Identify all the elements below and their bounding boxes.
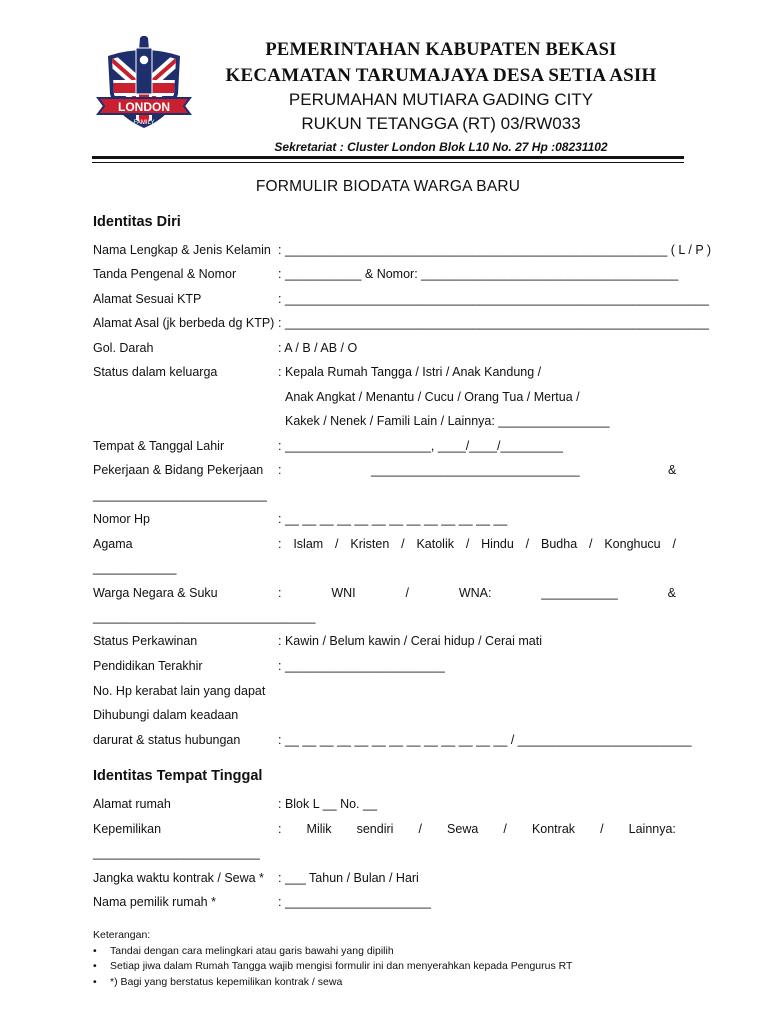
field-colon: : xyxy=(278,537,282,551)
option-separator: / xyxy=(600,822,604,836)
field-blank[interactable]: ________________________ xyxy=(93,846,260,860)
field-blank[interactable]: : _____________________________________________________________ xyxy=(278,316,710,330)
field-ampersand: & xyxy=(667,586,676,600)
field-label: Alamat Sesuai KTP xyxy=(93,292,202,306)
field-label: Pekerjaan & Bidang Pekerjaan xyxy=(93,463,264,477)
field-colon: : xyxy=(278,586,282,600)
list-item: • Setiap jiwa dalam Rumah Tangga wajib mengisi formulir ini dan menyerahkan kepada Pengurus RT xyxy=(93,959,572,975)
option-sendiri[interactable]: sendiri xyxy=(356,822,394,836)
letterhead-line-4: RUKUN TETANGGA (RT) 03/RW033 xyxy=(301,114,581,133)
notes-list xyxy=(93,944,572,991)
field-blank[interactable]: _________________________ xyxy=(93,488,267,502)
option-konghucu[interactable]: Konghucu xyxy=(604,537,661,551)
field-blank[interactable]: ________________________________ xyxy=(93,610,316,624)
field-blank[interactable]: : _______________________________________________________ ( L / P ) xyxy=(278,243,712,257)
field-label: Dihubungi dalam keadaan xyxy=(93,708,239,722)
option-islam[interactable]: Islam xyxy=(293,537,324,551)
kepemilikan-options[interactable] xyxy=(278,821,676,838)
option-separator: / xyxy=(465,537,470,551)
field-label: Warga Negara & Suku xyxy=(93,586,218,600)
option-separator: / xyxy=(418,822,422,836)
field-ampersand: & xyxy=(668,463,677,477)
field-label: Kepemilikan xyxy=(93,822,162,836)
list-item: • *) Bagi yang berstatus kepemilikan kontrak / sewa xyxy=(93,975,572,991)
option-lainnya[interactable]: Lainnya: xyxy=(628,822,676,836)
field-blank[interactable]: : ___ Tahun / Bulan / Hari xyxy=(278,871,419,885)
field-label: Alamat Asal (jk berbeda dg KTP) xyxy=(93,316,275,330)
field-label: Tempat & Tanggal Lahir xyxy=(93,439,225,453)
london-family-logo xyxy=(96,36,192,142)
field-blank[interactable]: : Blok L __ No. __ xyxy=(278,797,377,811)
field-blank[interactable]: : __ __ __ __ __ __ __ __ __ __ __ __ __ / _________________________ xyxy=(278,733,692,747)
letterhead-line-1: PEMERINTAHAN KABUPATEN BEKASI xyxy=(265,40,617,60)
option-separator: / xyxy=(525,537,530,551)
option-kontrak[interactable]: Kontrak xyxy=(531,822,576,836)
form-title: FORMULIR BIODATA WARGA BARU xyxy=(255,178,521,195)
section-heading-residence: Identitas Tempat Tinggal xyxy=(93,768,263,784)
option-budha[interactable]: Budha xyxy=(541,537,578,551)
field-label: Jangka waktu kontrak / Sewa * xyxy=(93,871,264,885)
field-label: Status Perkawinan xyxy=(93,634,198,648)
field-label: Status dalam keluarga xyxy=(93,365,218,379)
field-colon: : xyxy=(278,822,282,836)
letterhead-line-3: PERUMAHAN MUTIARA GADING CITY xyxy=(288,90,594,109)
field-blank[interactable]: : ___________ & Nomor: _____________________________________ xyxy=(278,267,679,281)
field-options[interactable]: : Kawin / Belum kawin / Cerai hidup / Cerai mati xyxy=(278,634,542,648)
logo-banner-text: LONDON xyxy=(118,100,170,114)
field-label: Agama xyxy=(93,537,133,551)
field-label: Nama pemilik rumah * xyxy=(93,895,216,909)
letterhead xyxy=(190,38,692,156)
field-blank[interactable]: : _____________________ xyxy=(278,895,431,909)
field-colon: : xyxy=(278,463,282,477)
field-blank[interactable]: : __ __ __ __ __ __ __ __ __ __ __ __ __ xyxy=(278,512,508,526)
option-katolik[interactable]: Katolik xyxy=(416,537,454,551)
option-separator: / xyxy=(401,537,405,551)
option-sewa[interactable]: Sewa xyxy=(447,822,479,836)
field-blank[interactable]: : _____________________, ____/____/_________ xyxy=(278,439,564,453)
option-wna[interactable]: WNA: xyxy=(458,586,492,600)
letterhead-secretariat: Sekretariat : Cluster London Blok L10 No. 27 Hp :08231102 xyxy=(274,140,608,154)
field-blank[interactable]: ____________ xyxy=(93,561,177,575)
field-options-line-1[interactable]: : Kepala Rumah Tangga / Istri / Anak Kandung / xyxy=(278,365,542,379)
list-item: • Tandai dengan cara melingkari atau garis bawahi yang dipilih xyxy=(93,944,572,960)
field-blank[interactable]: : _______________________ xyxy=(278,659,445,673)
logo-year: 2017 xyxy=(138,128,150,134)
option-separator: / xyxy=(589,537,593,551)
field-blank[interactable]: ______________________________ xyxy=(371,463,580,477)
field-label: darurat & status hubungan xyxy=(93,733,241,747)
option-separator: / xyxy=(405,586,409,600)
field-label: Alamat rumah xyxy=(93,797,171,811)
field-label: Gol. Darah xyxy=(93,341,154,355)
option-wni[interactable]: WNI xyxy=(331,586,356,600)
letterhead-rule-thin xyxy=(92,162,684,163)
field-options[interactable]: : A / B / AB / O xyxy=(278,341,358,355)
option-separator: / xyxy=(672,537,676,551)
option-separator: / xyxy=(335,537,339,551)
notes xyxy=(93,928,572,990)
field-blank[interactable]: ___________ xyxy=(541,586,618,600)
logo-subtext: FAMILY xyxy=(133,120,155,126)
option-milik[interactable]: Milik xyxy=(306,822,332,836)
field-blank[interactable]: : _____________________________________________________________ xyxy=(278,292,710,306)
agama-options[interactable] xyxy=(278,536,676,553)
section-heading-identity: Identitas Diri xyxy=(93,214,181,230)
option-kristen[interactable]: Kristen xyxy=(350,537,390,551)
option-hindu[interactable]: Hindu xyxy=(481,537,514,551)
field-label: Nama Lengkap & Jenis Kelamin xyxy=(93,243,271,257)
field-options-line-3[interactable]: Kakek / Nenek / Famili Lain / Lainnya: ________________ xyxy=(285,414,610,428)
warga-negara-options[interactable] xyxy=(278,585,676,602)
field-label: Nomor Hp xyxy=(93,512,150,526)
notes-heading: Keterangan: xyxy=(93,929,151,941)
field-options-line-2[interactable]: Anak Angkat / Menantu / Cucu / Orang Tua / Mertua / xyxy=(285,390,580,404)
field-label: Pendidikan Terakhir xyxy=(93,659,203,673)
letterhead-line-2: KECAMATAN TARUMAJAYA DESA SETIA ASIH xyxy=(225,65,657,86)
letterhead-rule-thick xyxy=(92,156,684,159)
option-separator: / xyxy=(503,822,507,836)
field-label: No. Hp kerabat lain yang dapat xyxy=(93,684,266,698)
field-label: Tanda Pengenal & Nomor xyxy=(93,267,237,281)
